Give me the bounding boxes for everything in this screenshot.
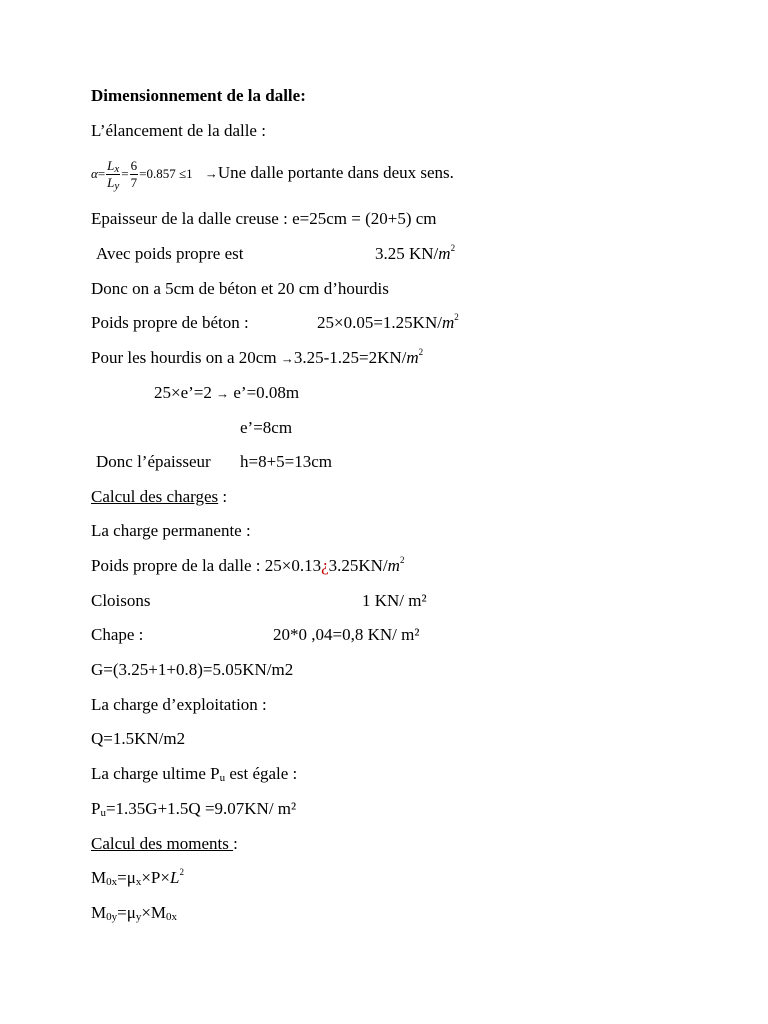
- q-formula: Q=1.5KN/m2: [91, 729, 186, 748]
- g-formula: G=(3.25+1+0.8)=5.05KN/m2: [91, 660, 294, 679]
- lx-ly-fraction: $\frac{L_x}{L_y}$: [107, 157, 120, 192]
- charge-permanente-label: La charge permanente :: [91, 521, 251, 540]
- alpha-conclusion: Une dalle portante dans deux sens.: [217, 163, 454, 182]
- alpha-formula: α= $\frac{L_x}{L_y}$ = $\frac{6}{7}$ =0.857 ≤1 →Une dalle portante dans deux sens.: [91, 157, 454, 192]
- poids-beton-value: $25\times 0.05=1.25KN/m^2$: [317, 312, 459, 332]
- elancement-label: L’élancement de la dalle :: [91, 121, 266, 140]
- poids-propre-value: 3.25 $KN/m^2$: [375, 243, 456, 263]
- poids-beton-label: Poids propre de béton :: [91, 313, 249, 332]
- alpha-symbol: α: [91, 166, 98, 181]
- epaisseur-line: Epaisseur de la dalle creuse : e=25cm = (20+5) cm: [91, 209, 437, 228]
- e-prime-result: e’=8cm: [240, 418, 293, 437]
- calcul-moments-heading: Calcul des moments :: [91, 834, 238, 853]
- charge-ultime-label: La charge ultime $P_u$ est égale :: [91, 764, 298, 784]
- poids-propre-dalle: Poids propre de la dalle : $25\times 0.13¿3.25KN/m^2$: [91, 555, 405, 575]
- beton-hourdis-line: Donc on a 5cm de béton et 20 cm d’hourdis: [91, 279, 389, 298]
- m0x-formula: $M_{0x}=\mu_x\times P\times L^2$: [91, 867, 184, 888]
- six-seven-fraction: $\frac{6}{7}$: [130, 157, 138, 190]
- pu-formula: $P_u=1.35G+1.5Q =9.07KN/$ m²: [91, 799, 297, 819]
- donc-epaisseur-label: Donc l’épaisseur: [96, 452, 211, 471]
- chape-label: Chape :: [91, 625, 144, 644]
- poids-propre-label: Avec poids propre est: [96, 244, 244, 263]
- section-title: Dimensionnement de la dalle:: [91, 86, 306, 105]
- arrow-icon: →: [204, 166, 218, 181]
- hourdis-line: Pour les hourdis on a $20cm \to 3.25-1.25=2KN/m^2$: [91, 347, 424, 367]
- cloisons-label: Cloisons: [91, 591, 151, 610]
- equation-e-prime: 25×e’=2 → e’=0.08m: [154, 383, 300, 402]
- charge-exploitation-label: La charge d’exploitation :: [91, 695, 267, 714]
- chape-value: 20*0 ,04=0,8 KN/ m²: [273, 625, 420, 644]
- donc-epaisseur-value: h=8+5=13cm: [240, 452, 333, 471]
- arrow-icon: →: [216, 386, 230, 401]
- cloisons-value: 1 KN/ m²: [362, 591, 427, 610]
- calcul-charges-heading: Calcul des charges :: [91, 487, 228, 506]
- arrow-icon: →: [280, 351, 294, 366]
- m0y-formula: $M_{0y}=\mu_y\times M_{0x}$: [91, 903, 178, 923]
